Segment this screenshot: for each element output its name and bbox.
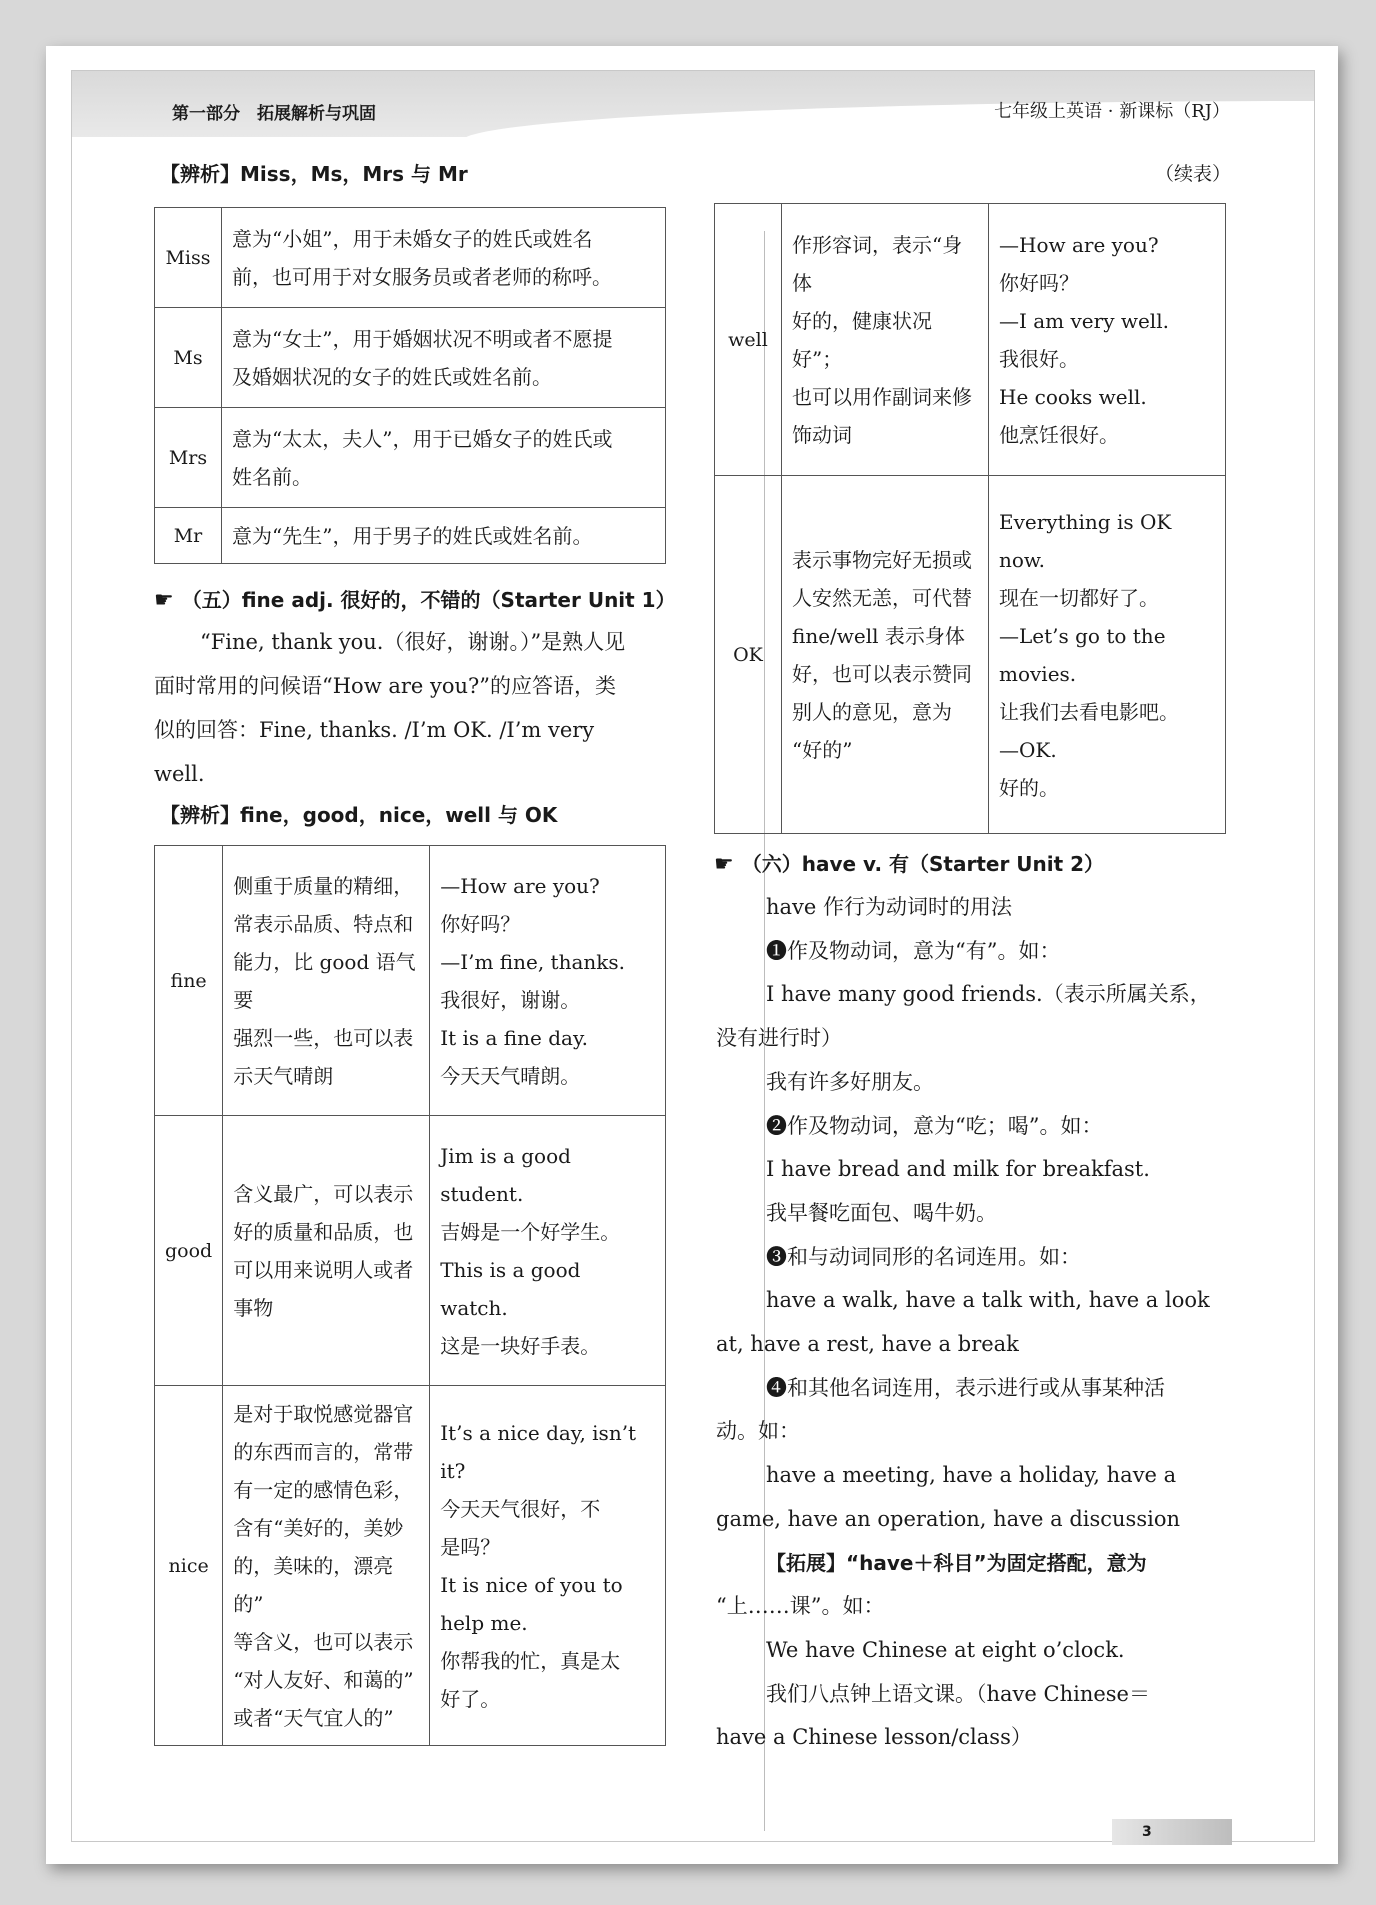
pointing-hand-icon: ☛: [714, 852, 734, 877]
example-cell: [989, 204, 1226, 476]
text-line: 今天天气晴朗。: [440, 1063, 581, 1088]
paragraph-line: “Fine, thank you.（很好，谢谢。）”是熟人见: [200, 630, 626, 654]
paragraph-line: 没有进行时）: [716, 1026, 842, 1051]
text-line: 现在一切都好了。: [999, 585, 1159, 610]
term-cell: nice: [155, 1386, 223, 1746]
paragraph-line: have 作行为动词时的用法: [766, 895, 1013, 919]
text-line: 姓名前。: [232, 464, 312, 489]
text-line: —OK.: [999, 737, 1057, 762]
term-cell: OK: [715, 476, 782, 834]
table-row: [715, 204, 1226, 476]
text-line: help me.: [440, 1610, 528, 1635]
text-line: now.: [999, 547, 1046, 572]
text-line: 饰动词: [792, 422, 852, 447]
table-row: [715, 476, 1226, 834]
text-line: 是对于取悦感觉器官: [233, 1401, 414, 1426]
text-line: 或者“天气宜人的”: [233, 1705, 394, 1730]
text-line: “对人友好、和蔼的”: [233, 1667, 414, 1692]
meaning-cell: [222, 408, 666, 508]
text-line: 我很好，谢谢。: [440, 987, 581, 1012]
text-line: 及婚姻状况的女子的姓氏或姓名前。: [232, 364, 552, 389]
text-line: 示天气晴朗: [233, 1063, 334, 1088]
text-line: 作形容词，表示“身体: [792, 232, 963, 295]
text-line: 意为“太太，夫人”，用于已婚女子的姓氏或: [232, 426, 613, 451]
text-line: “好的”: [792, 737, 853, 762]
text-line: 好的。: [999, 775, 1059, 800]
paragraph-line: 动。如：: [716, 1419, 800, 1444]
text-line: 人安然无恙，可代替: [792, 585, 972, 610]
table-row: [155, 308, 666, 408]
text-line: 你好吗？: [440, 911, 521, 936]
paragraph-line: have a meeting, have a holiday, have a: [766, 1463, 1177, 1488]
meaning-cell: [222, 308, 666, 408]
text-line: —Let’s go to the: [999, 623, 1166, 648]
text-line: It is a fine day.: [440, 1025, 588, 1050]
text-line: 我很好。: [999, 346, 1079, 371]
text-line: 含有“美好的，美妙: [233, 1515, 404, 1540]
text-line: 他烹饪很好。: [999, 422, 1119, 447]
text-line: 有一定的感情色彩，: [233, 1477, 414, 1502]
text-line: —I am very well.: [999, 308, 1169, 333]
table-row: [155, 1386, 666, 1746]
text-line: watch.: [440, 1295, 508, 1320]
paragraph-line: ❶作及物动词，意为“有”。如：: [766, 938, 1061, 963]
text-line: —How are you?: [999, 232, 1159, 257]
meaning-cell: [222, 208, 666, 308]
paragraph-line: 似的回答：Fine, thanks. /I’m OK. /I’m very: [154, 718, 595, 742]
paragraph-line: game, have an operation, have a discussion: [716, 1506, 1180, 1531]
term-cell: Miss: [155, 208, 222, 308]
term-cell: Mr: [155, 508, 222, 564]
text-line: 事物: [233, 1295, 274, 1320]
text-line: Jim is a good: [440, 1143, 571, 1168]
text-line: —How are you?: [440, 873, 600, 898]
term-cell: Mrs: [155, 408, 222, 508]
meaning-cell: [222, 508, 666, 564]
example-cell: [989, 476, 1226, 834]
text-line: 这是一块好手表。: [440, 1333, 601, 1358]
text-line: 好的质量和品质，也: [233, 1219, 414, 1244]
example-cell: [430, 846, 666, 1116]
meaning-cell: [223, 846, 430, 1116]
section-6-title: ☛ （六）have v. 有（Starter Unit 2）: [714, 852, 1105, 877]
text-line: 好了。: [440, 1686, 501, 1711]
well-ok-table: [714, 203, 1226, 834]
paragraph-line: at, have a rest, have a break: [716, 1332, 1019, 1356]
paragraph-line: 面时常用的问候语“How are you?”的应答语，类: [154, 674, 617, 698]
miss-ms-table: [154, 207, 666, 564]
text-line: It is nice of you to: [440, 1572, 623, 1597]
text-line: movies.: [999, 661, 1077, 686]
text-line: 能力，比 good 语气要: [233, 949, 416, 1012]
continued-label: （续表）: [1155, 163, 1232, 185]
meaning-cell: [223, 1116, 430, 1386]
header-book-title: 七年级上英语 · 新课标（RJ）: [994, 101, 1230, 122]
text-line: student.: [440, 1181, 524, 1206]
text-line: it?: [440, 1458, 466, 1483]
text-line: 意为“先生”，用于男子的姓氏或姓名前。: [232, 523, 593, 548]
text-line: 好，也可以表示赞同: [792, 661, 972, 686]
text-line: 的东西而言的，常带: [233, 1439, 414, 1464]
table-row: [155, 846, 666, 1116]
fine-good-nice-table: [154, 845, 666, 1746]
analysis-heading-2: 【辨析】fine，good，nice，well 与 OK: [160, 803, 558, 827]
text-line: It’s a nice day, isn’t: [440, 1420, 637, 1445]
text-line: 今天天气很好，不: [440, 1496, 601, 1521]
example-cell: [430, 1116, 666, 1386]
text-line: 等含义，也可以表示: [233, 1629, 414, 1654]
text-line: 意为“女士”，用于婚姻状况不明或者不愿提: [232, 326, 613, 351]
paragraph-line: ❷作及物动词，意为“吃；喝”。如：: [766, 1113, 1103, 1138]
paragraph-line: 我有许多好朋友。: [766, 1069, 934, 1094]
table-row: [155, 1116, 666, 1386]
pointing-hand-icon: ☛: [154, 588, 174, 613]
example-cell: [430, 1386, 666, 1746]
section-5-title: ☛ （五）fine adj. 很好的，不错的（Starter Unit 1）: [154, 588, 676, 613]
text-line: 可以用来说明人或者: [233, 1257, 414, 1282]
analysis-heading-1: 【辨析】Miss，Ms，Mrs 与 Mr: [160, 162, 468, 186]
text-line: 表示事物完好无损或: [792, 547, 972, 572]
paragraph-line: I have many good friends.（表示所属关系，: [766, 982, 1211, 1007]
meaning-cell: [782, 204, 989, 476]
text-line: 吉姆是一个好学生。: [440, 1219, 621, 1244]
paragraph-line: well.: [154, 762, 205, 786]
table-row: [155, 508, 666, 564]
term-cell: fine: [155, 846, 223, 1116]
text-line: 强烈一些，也可以表: [233, 1025, 414, 1050]
text-line: 也可以用作副词来修: [792, 384, 972, 409]
meaning-cell: [782, 476, 989, 834]
text-line: 你帮我的忙，真是太: [440, 1648, 621, 1673]
paragraph-line: have a Chinese lesson/class）: [716, 1725, 1032, 1750]
header-section-title: 第一部分 拓展解析与巩固: [172, 104, 376, 124]
text-line: This is a good: [440, 1257, 581, 1282]
text-line: 侧重于质量的精细，: [233, 873, 414, 898]
term-cell: well: [715, 204, 782, 476]
page-header: [72, 71, 1314, 137]
table-row: [155, 208, 666, 308]
text-line: Everything is OK: [999, 509, 1172, 534]
text-line: 的，美味的，漂亮的”: [233, 1553, 394, 1616]
text-line: 让我们去看电影吧。: [999, 699, 1179, 724]
paragraph-line: I have bread and milk for breakfast.: [766, 1157, 1150, 1182]
text-line: fine/well 表示身体: [792, 623, 965, 648]
page-number: 3: [1112, 1819, 1232, 1845]
text-line: 别人的意见，意为: [792, 699, 952, 724]
term-cell: Ms: [155, 308, 222, 408]
term-cell: good: [155, 1116, 223, 1386]
paragraph-line: ❸和与动词同形的名词连用。如：: [766, 1244, 1081, 1269]
table-row: [155, 408, 666, 508]
text-line: 是吗？: [440, 1534, 501, 1559]
paragraph-line: ❹和其他名词连用，表示进行或从事某种活: [766, 1375, 1165, 1400]
text-line: 好的，健康状况好”；: [792, 308, 932, 371]
text-line: —I’m fine, thanks.: [440, 949, 626, 974]
paragraph-line: have a walk, have a talk with, have a look: [766, 1288, 1210, 1313]
paragraph-line: “上……课”。如：: [716, 1594, 885, 1619]
text-line: 意为“小姐”，用于未婚女子的姓氏或姓名: [232, 226, 593, 251]
text-line: 常表示品质、特点和: [233, 911, 414, 936]
paragraph-line: 我早餐吃面包、喝牛奶。: [766, 1200, 997, 1225]
text-line: 你好吗？: [999, 270, 1079, 295]
text-line: 前，也可用于对女服务员或者老师的称呼。: [232, 264, 612, 289]
meaning-cell: [223, 1386, 430, 1746]
paragraph-line: We have Chinese at eight o’clock.: [766, 1637, 1125, 1662]
text-line: 含义最广，可以表示: [233, 1181, 414, 1206]
paragraph-line: 我们八点钟上语文课。（have Chinese＝: [766, 1681, 1150, 1706]
text-line: He cooks well.: [999, 384, 1147, 409]
paragraph-line: 【拓展】“have＋科目”为固定搭配，意为: [766, 1550, 1147, 1575]
